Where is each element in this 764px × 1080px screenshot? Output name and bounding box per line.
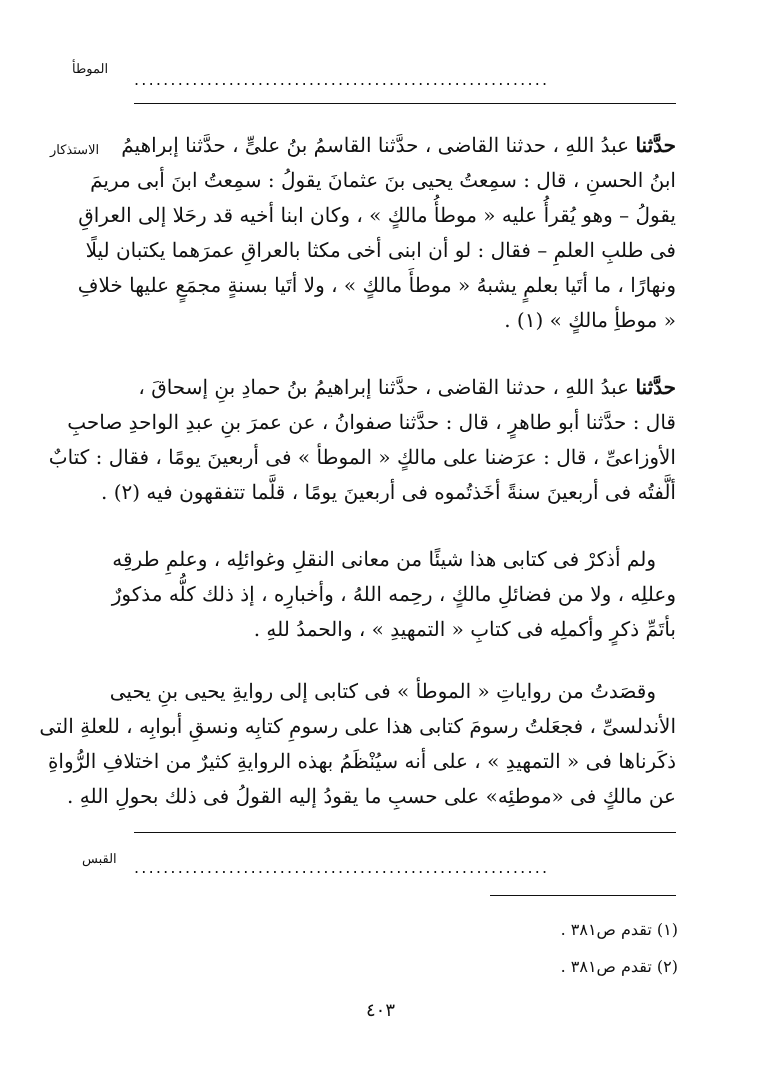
- text-line: ولم أذكرْ فى كتابى هذا شيئًا من معانى النقلِ وغوائلِه ، وعلمِ طرقِه: [112, 547, 656, 571]
- text-line: ابنُ الحسنِ ، قال : سمِعتُ يحيى بنَ عثمانَ يقولُ : سمِعتُ ابنَ أبى مريمَ: [90, 168, 676, 192]
- page-number: ٤٠٣: [366, 1000, 396, 1021]
- paragraph-2: [48, 370, 676, 510]
- footer-dotted-leader: .........................................................: [134, 858, 550, 877]
- text-line: ونهارًا ، ما أتَيا بعلمٍ يشبهُ « موطأَ مالكٍ » ، ولا أتَيا بسنةٍ مجمَعٍ عليها خلافِ: [77, 273, 676, 297]
- text-line: قال : حدَّثنا أبو طاهرٍ ، قال : حدَّثنا صفوانُ ، عن عمرَ بنِ عبدِ الواحدِ صاحبِ: [67, 410, 676, 434]
- header-dotted-leader: .........................................................: [134, 70, 550, 89]
- text-line: « موطأِ مالكٍ » (١) .: [504, 308, 676, 332]
- text-line: ذكَرناها فى « التمهيدِ » ، على أنه سيُنْظَمُ بهذه الروايةِ كثيرٌ من اختلافِ الرُّواةِ: [47, 749, 676, 773]
- text-line: عبدُ اللهِ ، حدثنا القاضى ، حدَّثنا القاسمُ بنُ علىٍّ ، حدَّثنا إبراهيمُ: [121, 133, 636, 157]
- header-rule: [134, 103, 676, 104]
- text-line: عن مالكٍ فى «موطئِه» على حسبِ ما يقودُ إليه القولُ فى ذلك بحولِ اللهِ .: [67, 784, 676, 808]
- paragraph-lead: حدَّثنا: [635, 375, 676, 399]
- margin-label-qabas: القبس: [82, 852, 117, 867]
- text-line: ألَّفتُه فى أربعينَ سنةً أخَذتُموه فى أربعينَ يومًا ، قلَّما تتفقهون فيه (٢) .: [100, 480, 676, 504]
- text-line: وقصَدتُ من رواياتِ « الموطأ » فى كتابى إلى روايةِ يحيى بنِ يحيى: [109, 679, 656, 703]
- footnote-1: (١) تقدم ص٣٨١ .: [560, 920, 678, 939]
- text-line: عبدُ اللهِ ، حدثنا القاضى ، حدَّثنا إبراهيمُ بنُ حمادِ بنِ إسحاقَ ،: [138, 375, 636, 399]
- text-line: الأوزاعىِّ ، قال : عرَضنا على مالكٍ « الموطأ » فى أربعينَ يومًا ، فقال : كتابٌ: [48, 445, 676, 469]
- text-line: بأتَمِّ ذكرٍ وأكملِه فى كتابِ « التمهيدِ » ، والحمدُ للهِ .: [253, 617, 676, 641]
- footnote-2: (٢) تقدم ص٣٨١ .: [560, 957, 678, 976]
- paragraph-1: [77, 128, 676, 338]
- paragraph-lead: حدَّثنا: [635, 133, 676, 157]
- text-line: الأندلسىِّ ، فجعَلتُ رسومَ كتابى هذا على رسومِ كتابِه ونسقِ أبوابِه ، للعلةِ التى: [39, 714, 676, 738]
- margin-label-istidhkar: الاستذكار: [50, 143, 100, 158]
- margin-label-muwatta: الموطأ: [72, 62, 109, 77]
- footnote-separator: [490, 895, 676, 896]
- text-line: فى طلبِ العلمِ – فقال : لو أن ابنى أخى مكثا بالعراقِ عمرَهما يكتبان ليلًا: [85, 238, 676, 262]
- paragraph-4: [39, 674, 676, 814]
- section-rule: [134, 832, 676, 833]
- text-line: يقولُ – وهو يُقرأُ عليه « موطأُ مالكٍ » ، وكان ابنا أخيه قد رحَلا إلى العراقِ: [78, 203, 676, 227]
- paragraph-3: [111, 542, 676, 647]
- text-line: وعللِه ، ولا من فضائلِ مالكٍ ، رحِمه اللهُ ، وأخبارِه ، إذ ذلك كلُّه مذكورٌ: [111, 582, 676, 606]
